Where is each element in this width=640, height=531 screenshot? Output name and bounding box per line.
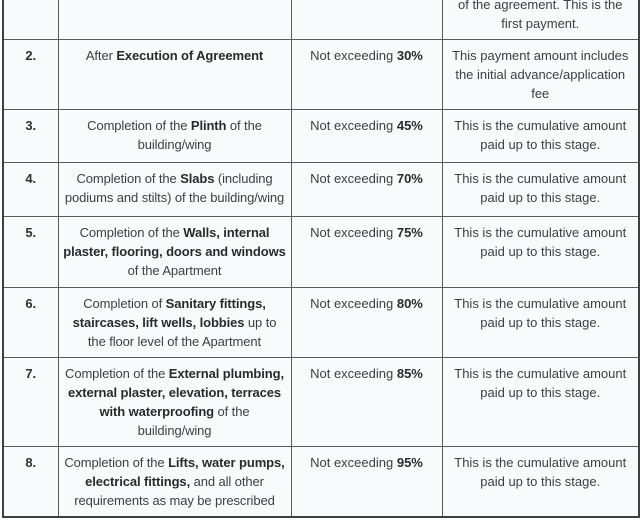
payment-limit-cell: Not exceeding 85% [291,358,442,447]
remarks-cell: This is the cumulative amount paid up to this stage. [442,288,639,358]
table-row-4 [3,163,639,217]
stage-number-cell [3,0,58,40]
table-row-3 [3,110,639,163]
remarks-cell: This is the cumulative amount paid up to this stage. [442,217,639,288]
stage-number-cell: 8. [3,447,58,518]
stage-description-cell [58,0,291,40]
stage-number-cell: 7. [3,358,58,447]
stage-description-cell: After Execution of Agreement [58,40,291,110]
payment-limit-cell: Not exceeding 45% [291,110,442,163]
payment-limit-cell: Not exceeding 95% [291,447,442,518]
stage-description-cell: Completion of the External plumbing, external plaster, elevation, terraces with waterproofing of the building/wing [58,358,291,447]
stage-description-cell: Completion of the Slabs (including podiums and stilts) of the building/wing [58,163,291,217]
remarks-cell: This payment amount includes the initial advance/application fee [442,40,639,110]
table-row-1-partial [3,0,639,40]
stage-description-cell: Completion of the Plinth of the building/wing [58,110,291,163]
stage-description-cell: Completion of the Lifts, water pumps, electrical fittings, and all other requirements as may be prescribed [58,447,291,518]
table-row-8-partial [3,447,639,518]
payment-limit-cell: Not exceeding 30% [291,40,442,110]
remarks-cell: This is the cumulative amount paid up to this stage. [442,358,639,447]
table-row-7 [3,358,639,447]
stage-description-cell: Completion of Sanitary fittings, staircases, lift wells, lobbies up to the floor level of the Apartment [58,288,291,358]
stage-number-cell: 4. [3,163,58,217]
remarks-cell: This is the cumulative amount paid up to this stage. [442,110,639,163]
payment-limit-cell [291,0,442,40]
remarks-cell: This is the cumulative amount paid up to this stage. [442,163,639,217]
table-row-6 [3,288,639,358]
stage-number-cell: 6. [3,288,58,358]
stage-number-cell: 2. [3,40,58,110]
payment-limit-cell: Not exceeding 80% [291,288,442,358]
table-row-2 [3,40,639,110]
stage-number-cell: 5. [3,217,58,288]
payment-limit-cell: Not exceeding 70% [291,163,442,217]
stage-number-cell: 3. [3,110,58,163]
payment-schedule-table [2,0,640,518]
payment-limit-cell: Not exceeding 75% [291,217,442,288]
stage-description-cell: Completion of the Walls, internal plaster, flooring, doors and windows of the Apartment [58,217,291,288]
table-row-5 [3,217,639,288]
remarks-cell: This is the cumulative amount paid up to this stage. [442,447,639,518]
remarks-cell: of the agreement. This is the first payment. [442,0,639,40]
